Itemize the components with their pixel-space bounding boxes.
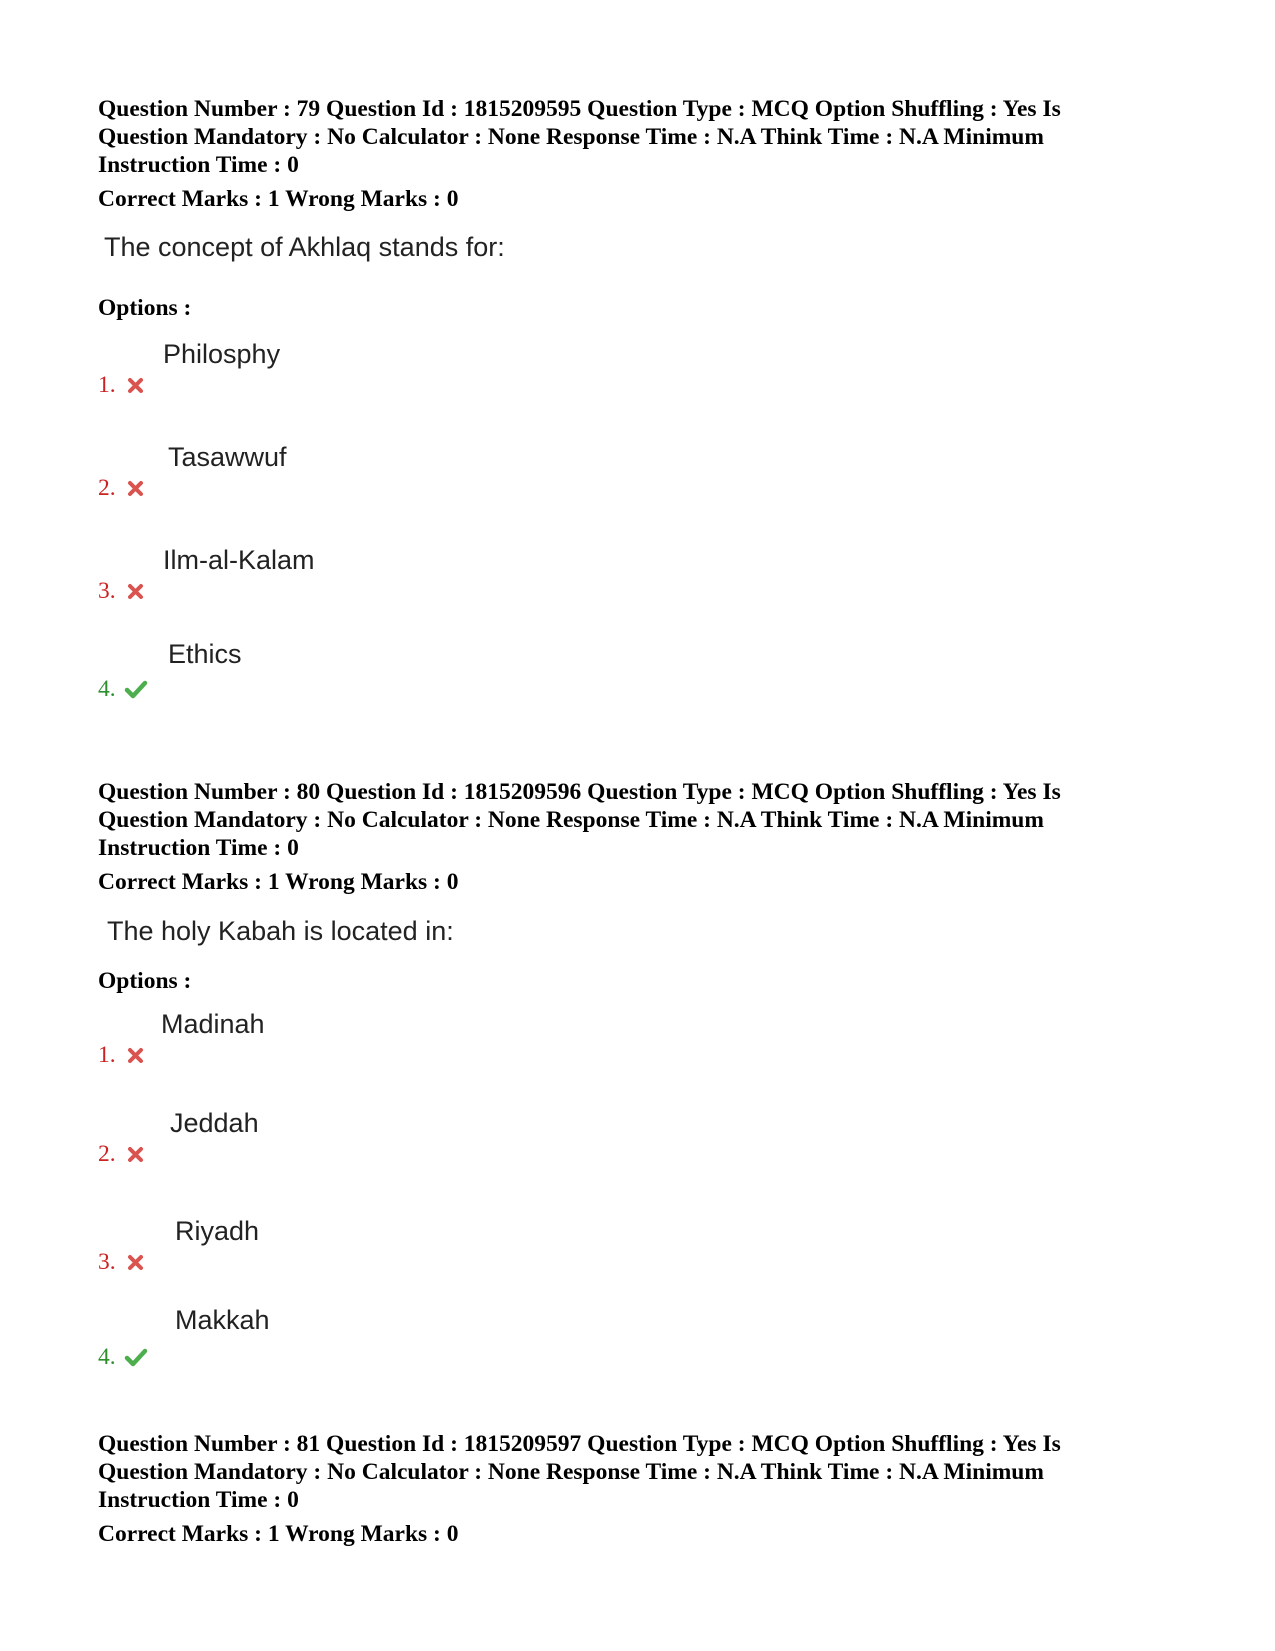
check-icon bbox=[124, 1347, 148, 1367]
cross-icon bbox=[126, 478, 146, 498]
option-number: 4. bbox=[98, 676, 116, 702]
option-number: 2. bbox=[98, 1141, 116, 1167]
question-block-81 bbox=[98, 1430, 1158, 1548]
question-meta-line-1: Question Number : 79 Question Id : 1815209595 Question Type : MCQ Option Shuffling : Yes Is bbox=[98, 96, 1061, 122]
cross-icon bbox=[126, 1252, 146, 1272]
question-meta-line-2: Question Mandatory : No Calculator : None Response Time : N.A Think Time : N.A Minimum bbox=[98, 1459, 1044, 1485]
options-label: Options : bbox=[98, 968, 192, 994]
question-marks: Correct Marks : 1 Wrong Marks : 0 bbox=[98, 1521, 459, 1547]
cross-icon bbox=[126, 375, 146, 395]
option-item bbox=[98, 544, 698, 604]
question-meta-line-1: Question Number : 80 Question Id : 1815209596 Question Type : MCQ Option Shuffling : Yes Is bbox=[98, 779, 1061, 805]
option-item bbox=[98, 441, 698, 501]
options-label: Options : bbox=[98, 295, 192, 321]
option-text: Ethics bbox=[168, 639, 242, 669]
question-marks: Correct Marks : 1 Wrong Marks : 0 bbox=[98, 869, 459, 895]
question-text: The concept of Akhlaq stands for: bbox=[104, 232, 505, 262]
option-number: 3. bbox=[98, 578, 116, 604]
question-block-80 bbox=[98, 778, 1158, 896]
check-icon bbox=[124, 679, 148, 699]
option-text: Riyadh bbox=[175, 1216, 260, 1246]
option-text: Makkah bbox=[175, 1305, 270, 1335]
question-meta-line-3: Instruction Time : 0 bbox=[98, 835, 299, 861]
option-number: 4. bbox=[98, 1344, 116, 1370]
option-item bbox=[98, 639, 698, 702]
option-number: 2. bbox=[98, 475, 116, 501]
question-meta-line-3: Instruction Time : 0 bbox=[98, 1487, 299, 1513]
option-text: Jeddah bbox=[170, 1108, 259, 1138]
cross-icon bbox=[126, 1045, 146, 1065]
option-text: Philosphy bbox=[163, 339, 281, 369]
option-item bbox=[98, 1107, 698, 1167]
option-number: 1. bbox=[98, 1042, 116, 1068]
question-meta-line-3: Instruction Time : 0 bbox=[98, 152, 299, 178]
option-number: 3. bbox=[98, 1249, 116, 1275]
question-text: The holy Kabah is located in: bbox=[107, 916, 454, 946]
question-meta-line-2: Question Mandatory : No Calculator : None Response Time : N.A Think Time : N.A Minimum bbox=[98, 124, 1044, 150]
option-item bbox=[98, 1305, 698, 1370]
question-meta-line-1: Question Number : 81 Question Id : 1815209597 Question Type : MCQ Option Shuffling : Yes Is bbox=[98, 1431, 1061, 1457]
cross-icon bbox=[126, 581, 146, 601]
question-marks: Correct Marks : 1 Wrong Marks : 0 bbox=[98, 186, 459, 212]
option-number: 1. bbox=[98, 372, 116, 398]
option-text: Madinah bbox=[161, 1009, 265, 1039]
cross-icon bbox=[126, 1144, 146, 1164]
option-item bbox=[98, 338, 698, 398]
option-text: Ilm-al-Kalam bbox=[163, 545, 315, 575]
question-block-79 bbox=[98, 95, 1158, 213]
option-item bbox=[98, 1215, 698, 1275]
question-meta-line-2: Question Mandatory : No Calculator : None Response Time : N.A Think Time : N.A Minimum bbox=[98, 807, 1044, 833]
option-text: Tasawwuf bbox=[168, 442, 287, 472]
option-item bbox=[98, 1008, 698, 1068]
